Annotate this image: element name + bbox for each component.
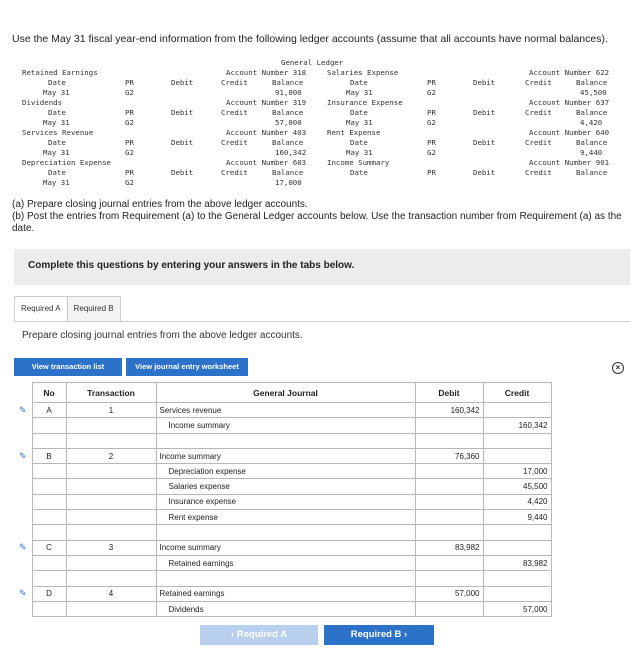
ledger-account-name: Rent Expense — [327, 128, 381, 137]
transaction-number — [66, 601, 156, 616]
ledger-account-number: Account Number 319 — [226, 98, 307, 107]
debit-amount[interactable] — [415, 601, 483, 616]
account-title[interactable]: Dividends — [156, 601, 415, 616]
ledger-balance-header: Balance — [272, 108, 304, 117]
pencil-icon[interactable]: ✎ — [19, 542, 27, 553]
prompt-text: Prepare closing journal entries from the above ledger accounts. — [22, 330, 303, 341]
ledger-account-number: Account Number 603 — [226, 158, 307, 167]
next-required-b-button[interactable]: Required B › — [324, 625, 434, 645]
ledger-credit-header: Credit — [221, 108, 248, 117]
ledger-date-header: Date — [48, 78, 66, 87]
ledger-balance-value: 17,000 — [275, 178, 302, 187]
header-general-journal: General Journal — [156, 383, 415, 403]
ledger-date-header: Date — [350, 108, 368, 117]
requirement-b: (b) Post the entries from Requirement (a) to the General Ledger accounts below. Use the transaction number from Requirement (a) as the date. — [12, 211, 622, 234]
transaction-number: 4 — [66, 586, 156, 601]
ledger-row-pr: G2 — [427, 148, 436, 157]
debit-amount[interactable] — [415, 510, 483, 525]
view-transaction-list-button[interactable]: View transaction list — [14, 358, 122, 376]
transaction-number — [66, 418, 156, 433]
ledger-credit-header: Credit — [221, 168, 248, 177]
ledger-account-number: Account Number 403 — [226, 128, 307, 137]
ledger-row-date: May 31 — [43, 88, 70, 97]
journal-row — [16, 433, 551, 448]
ledger-debit-header: Debit — [473, 138, 496, 147]
pencil-icon[interactable]: ✎ — [19, 588, 27, 599]
entry-no — [32, 418, 66, 433]
entry-no — [32, 510, 66, 525]
credit-amount[interactable] — [483, 448, 551, 463]
ledger-row-pr: G2 — [125, 148, 134, 157]
entry-no: C — [32, 540, 66, 555]
ledger-row-date: May 31 — [43, 178, 70, 187]
ledger-date-header: Date — [350, 138, 368, 147]
debit-amount[interactable] — [415, 479, 483, 494]
ledger-date-header: Date — [350, 168, 368, 177]
edit-cell — [16, 510, 32, 525]
ledger-credit-header: Credit — [221, 138, 248, 147]
debit-amount[interactable] — [415, 555, 483, 570]
journal-row — [16, 403, 551, 418]
header-credit: Credit — [483, 383, 551, 403]
transaction-number: 2 — [66, 448, 156, 463]
header-debit: Debit — [415, 383, 483, 403]
credit-amount[interactable]: 57,000 — [483, 601, 551, 616]
general-ledger — [0, 58, 644, 190]
ledger-pr-header: PR — [125, 168, 134, 177]
account-title[interactable]: Services revenue — [156, 403, 415, 418]
ledger-balance-value: 57,000 — [275, 118, 302, 127]
edit-cell — [16, 601, 32, 616]
ledger-pr-header: PR — [427, 108, 436, 117]
entry-no: A — [32, 403, 66, 418]
account-title[interactable]: Retained earnings — [156, 555, 415, 570]
edit-column — [16, 383, 32, 403]
credit-amount[interactable] — [483, 571, 551, 586]
ledger-date-header: Date — [48, 108, 66, 117]
edit-cell — [16, 525, 32, 540]
ledger-account-number: Account Number 901 — [529, 158, 610, 167]
ledger-pr-header: PR — [125, 108, 134, 117]
edit-cell — [16, 403, 32, 418]
entry-no — [32, 479, 66, 494]
account-title[interactable] — [156, 571, 415, 586]
journal-row — [16, 525, 551, 540]
ledger-balance-header: Balance — [272, 78, 304, 87]
transaction-number — [66, 510, 156, 525]
journal-row — [16, 479, 551, 494]
debit-amount[interactable] — [415, 464, 483, 479]
ledger-row-date: May 31 — [346, 118, 373, 127]
account-title[interactable]: Income summary — [156, 540, 415, 555]
ledger-balance-header: Balance — [576, 78, 608, 87]
ledger-credit-header: Credit — [525, 138, 552, 147]
edit-cell — [16, 571, 32, 586]
edit-cell — [16, 464, 32, 479]
credit-amount[interactable]: 4,420 — [483, 494, 551, 509]
instructions: Use the May 31 fiscal year-end information from the following ledger accounts (assume that all accounts have normal balances). — [12, 33, 608, 45]
instruction-panel — [14, 249, 630, 285]
debit-amount[interactable] — [415, 433, 483, 448]
journal-row — [16, 448, 551, 463]
transaction-number — [66, 494, 156, 509]
ledger-credit-header: Credit — [525, 108, 552, 117]
pencil-icon[interactable]: ✎ — [19, 404, 27, 415]
header-no: No — [32, 383, 66, 403]
credit-amount[interactable]: 9,440 — [483, 510, 551, 525]
ledger-account-name: Retained Earnings — [22, 68, 98, 77]
debit-amount[interactable] — [415, 494, 483, 509]
ledger-pr-header: PR — [125, 138, 134, 147]
ledger-balance-header: Balance — [576, 168, 608, 177]
ledger-row-pr: G2 — [427, 88, 436, 97]
transaction-number — [66, 464, 156, 479]
entry-no — [32, 571, 66, 586]
ledger-debit-header: Debit — [473, 108, 496, 117]
edit-cell — [16, 479, 32, 494]
ledger-balance-value: 160,342 — [275, 148, 307, 157]
transaction-number: 3 — [66, 540, 156, 555]
ledger-date-header: Date — [350, 78, 368, 87]
credit-amount[interactable]: 83,982 — [483, 555, 551, 570]
entry-no: B — [32, 448, 66, 463]
entry-no — [32, 464, 66, 479]
credit-amount[interactable] — [483, 433, 551, 448]
ledger-date-header: Date — [48, 168, 66, 177]
ledger-account-name: Services Revenue — [22, 128, 94, 137]
ledger-row-date: May 31 — [346, 148, 373, 157]
ledger-row-pr: G2 — [427, 118, 436, 127]
ledger-debit-header: Debit — [473, 78, 496, 87]
ledger-credit-header: Credit — [221, 78, 248, 87]
ledger-balance-value: 45,500 — [580, 88, 607, 97]
ledger-account-name: Insurance Expense — [327, 98, 403, 107]
debit-amount[interactable] — [415, 525, 483, 540]
ledger-title: General Ledger — [281, 58, 344, 67]
ledger-balance-header: Balance — [576, 108, 608, 117]
ledger-row-pr: G2 — [125, 178, 134, 187]
prev-required-a-button[interactable]: ‹ Required A — [200, 625, 318, 645]
entry-no — [32, 525, 66, 540]
ledger-balance-header: Balance — [576, 138, 608, 147]
ledger-balance-header: Balance — [272, 138, 304, 147]
edit-cell — [16, 494, 32, 509]
account-title[interactable]: Salaries expense — [156, 479, 415, 494]
panel-text: Complete this questions by entering your answers in the tabs below. — [28, 260, 355, 271]
entry-no — [32, 555, 66, 570]
ledger-debit-header: Debit — [171, 108, 194, 117]
header-transaction: Transaction — [66, 383, 156, 403]
transaction-number: 1 — [66, 403, 156, 418]
ledger-row-date: May 31 — [43, 118, 70, 127]
transaction-number — [66, 571, 156, 586]
transaction-number — [66, 479, 156, 494]
account-title[interactable]: Rent expense — [156, 510, 415, 525]
credit-amount[interactable]: 17,000 — [483, 464, 551, 479]
edit-cell — [16, 433, 32, 448]
ledger-account-name: Income Summary — [327, 158, 390, 167]
close-icon[interactable]: × — [612, 362, 624, 374]
ledger-row-date: May 31 — [346, 88, 373, 97]
credit-amount[interactable]: 160,342 — [483, 418, 551, 433]
account-title[interactable]: Depreciation expense — [156, 464, 415, 479]
debit-amount[interactable]: 83,982 — [415, 540, 483, 555]
tab-required-b[interactable]: Required B — [68, 296, 121, 322]
journal-row — [16, 586, 551, 601]
ledger-balance-value: 91,000 — [275, 88, 302, 97]
entry-no: D — [32, 586, 66, 601]
edit-cell — [16, 418, 32, 433]
requirement-a: (a) Prepare closing journal entries from the above ledger accounts. — [12, 199, 308, 210]
debit-amount[interactable]: 160,342 — [415, 403, 483, 418]
tab-divider — [14, 321, 630, 322]
account-title[interactable]: Income summary — [156, 448, 415, 463]
ledger-pr-header: PR — [427, 138, 436, 147]
ledger-credit-header: Credit — [525, 78, 552, 87]
ledger-account-number: Account Number 637 — [529, 98, 610, 107]
journal-row — [16, 464, 551, 479]
credit-amount[interactable] — [483, 403, 551, 418]
view-journal-worksheet-button[interactable]: View journal entry worksheet — [126, 358, 248, 376]
ledger-debit-header: Debit — [171, 168, 194, 177]
ledger-row-pr: G2 — [125, 118, 134, 127]
ledger-row-pr: G2 — [125, 88, 134, 97]
transaction-number — [66, 525, 156, 540]
entry-no — [32, 433, 66, 448]
tab-required-a[interactable]: Required A — [14, 296, 68, 322]
ledger-pr-header: PR — [427, 168, 436, 177]
account-title[interactable]: Retained earnings — [156, 586, 415, 601]
edit-cell — [16, 448, 32, 463]
credit-amount[interactable] — [483, 525, 551, 540]
journal-row — [16, 494, 551, 509]
credit-amount[interactable] — [483, 540, 551, 555]
ledger-account-name: Salaries Expense — [327, 68, 399, 77]
debit-amount[interactable] — [415, 571, 483, 586]
ledger-account-name: Depreciation Expense — [22, 158, 111, 167]
journal-row — [16, 601, 551, 616]
pencil-icon[interactable]: ✎ — [19, 450, 27, 461]
transaction-number — [66, 433, 156, 448]
journal-row — [16, 555, 551, 570]
ledger-account-number: Account Number 640 — [529, 128, 610, 137]
ledger-balance-header: Balance — [272, 168, 304, 177]
ledger-debit-header: Debit — [473, 168, 496, 177]
transaction-number — [66, 555, 156, 570]
journal-row — [16, 510, 551, 525]
debit-amount[interactable] — [415, 418, 483, 433]
ledger-date-header: Date — [48, 138, 66, 147]
journal-row — [16, 418, 551, 433]
debit-amount[interactable]: 57,000 — [415, 586, 483, 601]
ledger-balance-value: 9,440 — [580, 148, 603, 157]
tab-bar — [14, 296, 121, 322]
ledger-pr-header: PR — [427, 78, 436, 87]
credit-amount[interactable]: 45,500 — [483, 479, 551, 494]
edit-cell — [16, 540, 32, 555]
journal-row — [16, 540, 551, 555]
edit-cell — [16, 555, 32, 570]
debit-amount[interactable]: 76,360 — [415, 448, 483, 463]
ledger-account-number: Account Number 622 — [529, 68, 610, 77]
entry-no — [32, 601, 66, 616]
ledger-credit-header: Credit — [525, 168, 552, 177]
ledger-debit-header: Debit — [171, 138, 194, 147]
edit-cell — [16, 586, 32, 601]
ledger-account-number: Account Number 318 — [226, 68, 307, 77]
account-title[interactable]: Insurance expense — [156, 494, 415, 509]
ledger-row-date: May 31 — [43, 148, 70, 157]
ledger-debit-header: Debit — [171, 78, 194, 87]
account-title[interactable] — [156, 433, 415, 448]
account-title[interactable]: Income summary — [156, 418, 415, 433]
ledger-balance-value: 4,420 — [580, 118, 603, 127]
general-journal-table — [16, 382, 552, 617]
account-title[interactable] — [156, 525, 415, 540]
journal-row — [16, 571, 551, 586]
ledger-account-name: Dividends — [22, 98, 63, 107]
ledger-pr-header: PR — [125, 78, 134, 87]
entry-no — [32, 494, 66, 509]
credit-amount[interactable] — [483, 586, 551, 601]
